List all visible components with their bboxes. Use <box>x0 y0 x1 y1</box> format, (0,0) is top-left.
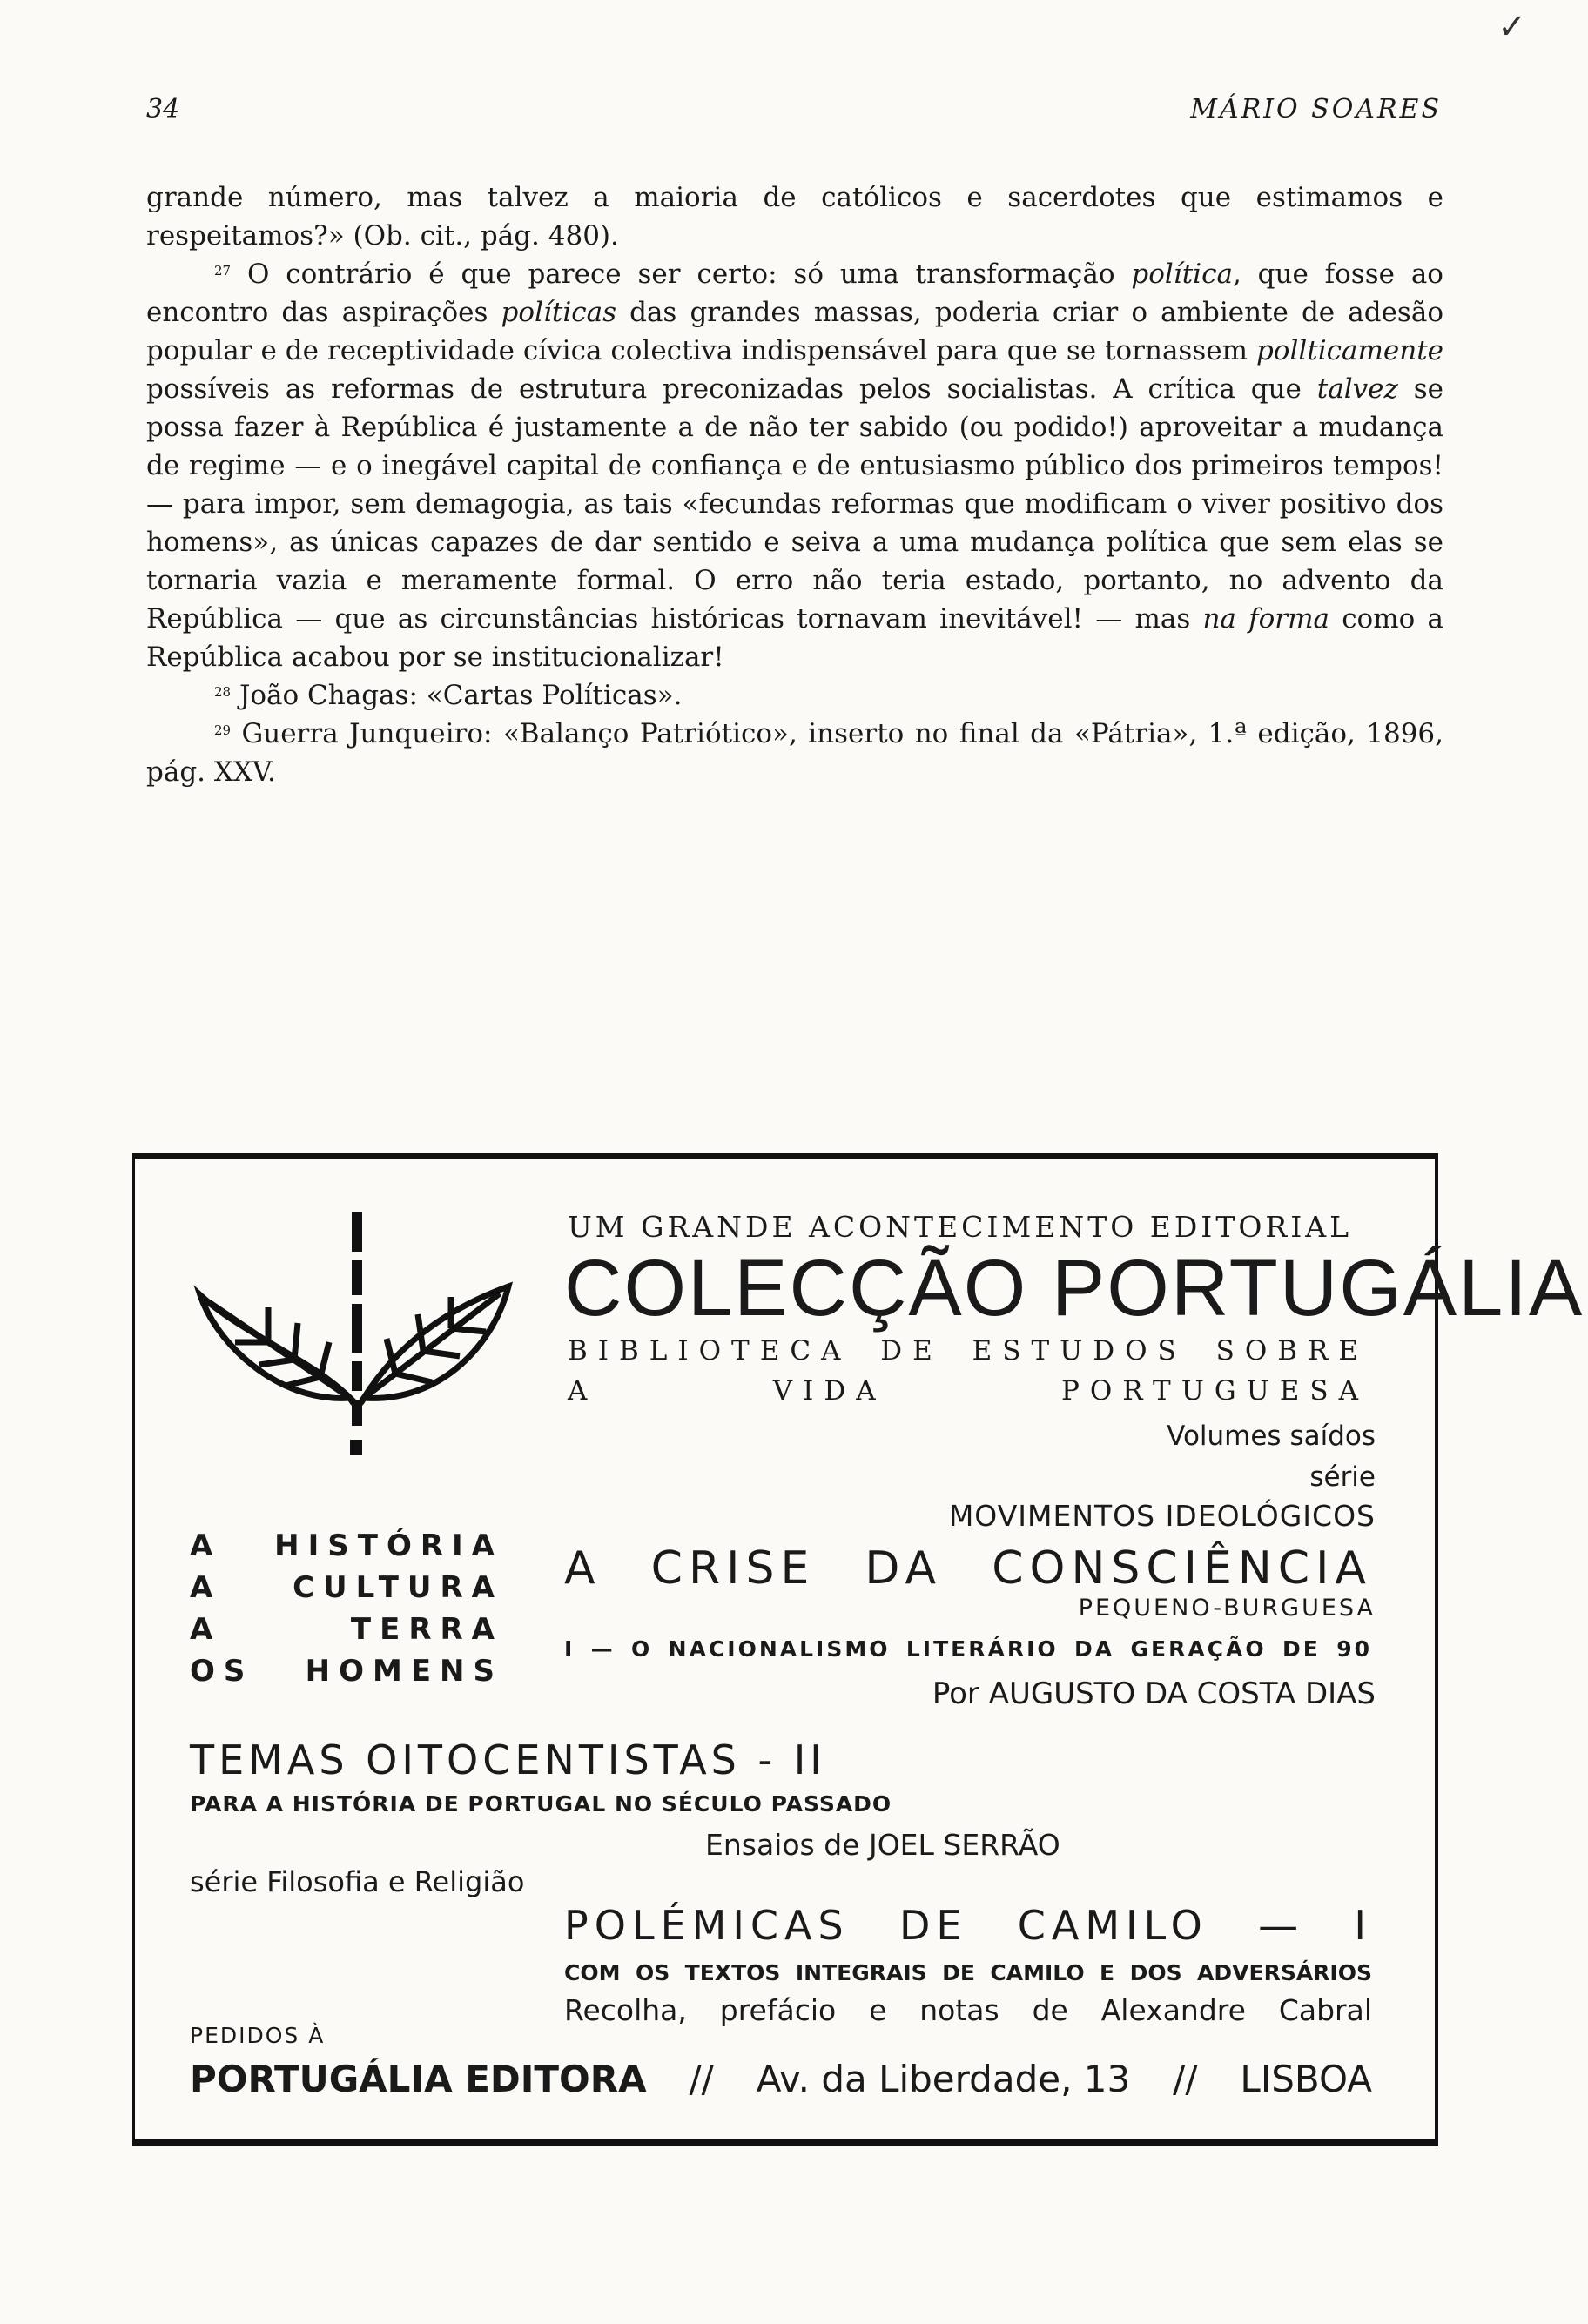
footnote-text: O contrário é que parece ser certo: só uma transformação <box>231 259 1132 290</box>
separator: // <box>1173 2058 1198 2100</box>
footnote-number: 29 <box>214 722 232 738</box>
book2-author: Ensaios de JOEL SERRÃO <box>705 1828 1060 1862</box>
footnote-text: possíveis as reformas de estrutura preconizadas pelos socialistas. A crítica que <box>146 373 1317 405</box>
check-mark: ✓ <box>1497 7 1527 47</box>
book2-subtitle: PARA A HISTÓRIA DE PORTUGAL NO SÉCULO PASSADO <box>190 1791 892 1817</box>
separator: // <box>689 2058 714 2100</box>
pillar-item: A HISTÓRIA <box>190 1528 503 1563</box>
pillar-item: A TERRA <box>190 1612 503 1647</box>
book1-subtitle: PEQUENO-BURGUESA <box>1078 1595 1376 1622</box>
publisher-line <box>190 2058 1372 2100</box>
book3-title: POLÉMICAS DE CAMILO — I <box>564 1902 1372 1949</box>
collection-subtitle-line1: BIBLIOTECA DE ESTUDOS SOBRE <box>568 1335 1369 1367</box>
collection-title: COLECÇÃO PORTUGÁLIA <box>564 1244 1585 1333</box>
footnote-29 <box>146 715 1443 791</box>
footnote-text: se possa fazer à República é justamente a de não ter sabido (ou podido!) aproveitar a mudança de regime — e o inegável capital de confiança e de entusiasmo público dos primeiros tempos! — para impor, sem demagogia, as tais «fecundas reformas que modificam o viver positivo dos homens», as únicas capazes de dar sentido e seiva a uma mudança política que sem elas se tornaria vazia e meramente formal. O erro não teria estado, portanto, no advento da República — que as circunstâncias históricas tornavam inevitável! — mas <box>146 373 1443 635</box>
page-number: 34 <box>146 94 180 124</box>
footnote-text: Guerra Junqueiro: «Balanço Patriótico», inserto no final da «Pátria», 1.ª edição, 1896, pág. XXV. <box>146 718 1443 788</box>
pillars-list <box>190 1525 503 1692</box>
pillar-item: OS HOMENS <box>190 1654 503 1689</box>
footnote-text: das grandes massas, poderia criar o ambiente de adesão popular e de receptividade cívica colectiva indispensável para que se tornassem <box>146 297 1443 366</box>
page-header <box>146 94 1442 132</box>
volumes-saidos: Volumes saídos <box>1167 1421 1376 1452</box>
book1-author: Por AUGUSTO DA COSTA DIAS <box>932 1676 1376 1711</box>
book1-title: A CRISE DA CONSCIÊNCIA <box>564 1542 1372 1595</box>
book2-title: TEMAS OITOCENTISTAS - II <box>190 1736 826 1783</box>
pillar-item: A CULTURA <box>190 1570 503 1605</box>
footnote-text: , que fosse ao encontro das aspirações <box>146 259 1443 328</box>
collection-subtitle-line2: A VIDA PORTUGUESA <box>568 1375 1369 1407</box>
publisher-city: LISBOA <box>1240 2058 1372 2100</box>
emphasis: na forma <box>1202 603 1329 635</box>
ad-kicker: UM GRANDE ACONTECIMENTO EDITORIAL <box>568 1210 1353 1244</box>
emphasis: políticas <box>501 297 616 328</box>
book3-credit: Recolha, prefácio e notas de Alexandre Cabral <box>564 1993 1372 2027</box>
footnote-text: como a República acabou por se institucionalizar! <box>146 603 1443 673</box>
publisher-name: PORTUGÁLIA EDITORA <box>190 2058 647 2100</box>
orders-label: PEDIDOS À <box>190 2023 326 2048</box>
emphasis: talvez <box>1316 373 1398 405</box>
serie-filosofia: série Filosofia e Religião <box>190 1865 525 1898</box>
footnote-continuation: grande número, mas talvez a maioria de católicos e sacerdotes que estimamos e respeitamos?» (Ob. cit., pág. 480). <box>146 182 1443 252</box>
footnote-number: 28 <box>214 684 232 700</box>
emphasis: política <box>1131 259 1233 290</box>
serie-label: série <box>1309 1461 1376 1493</box>
footnote-number: 27 <box>214 263 232 279</box>
footnote-27 <box>146 255 1443 676</box>
running-head: MÁRIO SOARES <box>1190 94 1442 124</box>
footnote-28 <box>146 676 1443 715</box>
footnotes <box>146 178 1443 791</box>
book3-subtitle: COM OS TEXTOS INTEGRAIS DE CAMILO E DOS ADVERSÁRIOS <box>564 1960 1372 1985</box>
publisher-address: Av. da Liberdade, 13 <box>756 2058 1131 2100</box>
leaf-logo-icon <box>190 1212 519 1471</box>
footnote-text: João Chagas: «Cartas Políticas». <box>231 680 683 711</box>
series-name: MOVIMENTOS IDEOLÓGICOS <box>948 1499 1376 1533</box>
book1-part: I — O NACIONALISMO LITERÁRIO DA GERAÇÃO DE 90 <box>564 1636 1372 1662</box>
emphasis: pollticamente <box>1255 335 1443 366</box>
